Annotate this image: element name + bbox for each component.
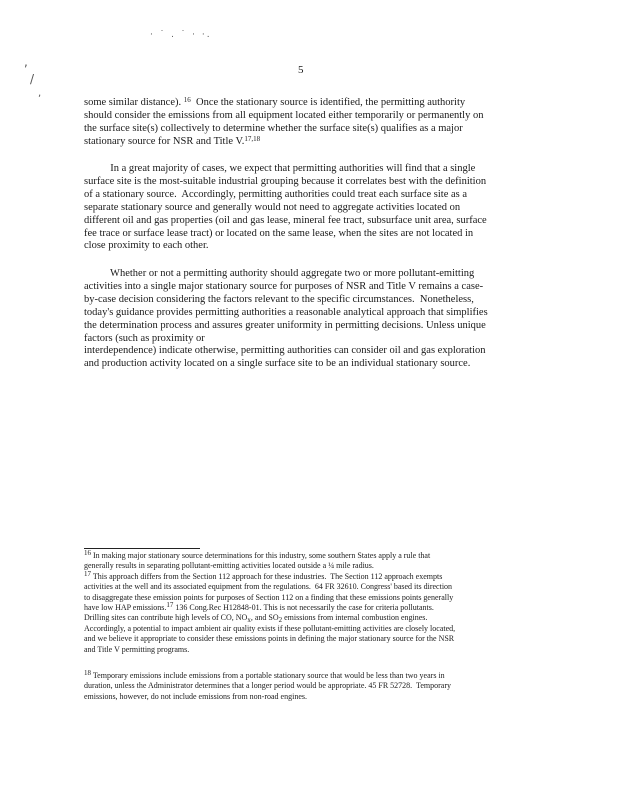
text-line: [84, 671, 524, 681]
text-run: by-case decision considering the factors relevant to the specific circumstances. Nonetheless,: [84, 293, 474, 305]
text-run: Temporary emissions include emissions from a portable stationary source that would be less than two years in: [91, 671, 445, 680]
footnote-block: [84, 551, 524, 655]
subscript: 2: [278, 616, 283, 625]
text-run: close proximity to each other.: [84, 240, 209, 252]
text-line: [84, 634, 524, 644]
text-run: This approach differs from the Section 112 approach for these industries. The Section 112 approach exempts: [91, 571, 443, 581]
text-run: Drilling sites can contribute high levels of CO, NO: [84, 613, 248, 623]
text-run: different oil and gas properties (oil and gas lease, mineral fee tract, subsurface unit area, surface: [84, 214, 487, 226]
text-line: [84, 551, 524, 561]
text-line: [84, 189, 522, 202]
footnote-block: [84, 671, 524, 702]
text-run: today's guidance provides permitting authorities a reasonable analytical approach that simplifies: [84, 306, 488, 318]
text-line: [84, 593, 524, 603]
text-run: factors (such as proximity or: [84, 332, 205, 344]
footnote-ref: 17: [166, 601, 174, 610]
text-run: In making major stationary source determinations for this industry, some southern States apply a rule that: [91, 551, 431, 560]
text-line: [84, 110, 522, 123]
text-line: [84, 692, 524, 702]
scan-artifact: ,: [24, 55, 28, 69]
text-run: and we believe it appropriate to consider these emissions points in defining the major stationary source for the NSR: [84, 634, 455, 644]
text-run: , and SO: [250, 613, 279, 623]
text-line: [84, 333, 522, 346]
text-line: [84, 97, 522, 110]
text-line: [84, 268, 522, 281]
text-run: duration, unless the Administrator determines that a longer period would be appropriate. 45 FR 52728. Temporary: [84, 681, 451, 691]
text-run: should consider the emissions from all equipment located either temporarily or permanently on: [84, 109, 484, 121]
text-run: activities at the well and its associated equipment from the regulations. 64 FR 32610. Congress' based its direction: [84, 582, 453, 592]
text-run: Whether or not a permitting authority should aggregate two or more pollutant-emitting: [84, 268, 475, 279]
text-line: [84, 561, 524, 571]
footnote-ref: 18: [84, 669, 91, 677]
text-run: to disaggregate these emission points for purposes of Section 112 on a finding that these emissions points generally: [84, 592, 454, 602]
text-run: interdependence) indicate otherwise, permitting authorities can consider oil and gas exploration: [84, 345, 486, 357]
text-run: the determination process and assures greater uniformity in permitting decisions. Unless unique: [84, 319, 486, 331]
footnote-ref: 17: [84, 569, 91, 578]
text-line: [84, 307, 522, 320]
text-run: and Title V permitting programs.: [84, 644, 190, 654]
text-line: [84, 281, 522, 294]
text-line: [84, 358, 522, 371]
text-line: [84, 228, 522, 241]
scan-artifact: /: [30, 72, 35, 86]
text-line: [84, 569, 524, 582]
text-run: generally results in separating pollutant-emitting activities located outside a ¼ mile radius.: [84, 561, 374, 571]
text-line: [84, 136, 522, 149]
text-line: [84, 294, 522, 307]
text-run: In a great majority of cases, we expect that permitting authorities will find that a single: [84, 163, 476, 174]
scan-artifact: · ˙ . ˙ · ·.: [150, 30, 212, 40]
text-line: [84, 163, 522, 176]
text-line: [84, 176, 522, 189]
footnote-ref: 17,18: [244, 134, 261, 143]
text-run: emissions from internal combustion engines.: [282, 613, 428, 623]
scan-artifact: ,: [38, 88, 42, 99]
text-run: stationary source for NSR and Title V.: [84, 135, 245, 147]
text-line: [84, 202, 522, 215]
text-line: [84, 320, 522, 333]
text-line: [84, 603, 524, 613]
text-run: separate stationary source and generally would not need to aggregate activities located on: [84, 201, 461, 213]
text-run: and production activity located on a single surface site to be an individual stationary source.: [84, 358, 471, 370]
text-line: [84, 645, 524, 655]
text-line: [84, 123, 522, 136]
page-number: 5: [298, 64, 304, 76]
text-line: [84, 613, 524, 623]
text-run: the surface site(s) collectively to determine whether the surface site(s) qualifies as a major: [84, 122, 463, 134]
body-paragraph: [84, 163, 522, 253]
body-paragraph: [84, 268, 522, 371]
text-run: some similar distance).: [84, 97, 184, 108]
text-run: emissions, however, do not include emissions from non-road engines.: [84, 691, 307, 701]
footnote-ref: 16: [183, 96, 191, 104]
text-line: [84, 681, 524, 691]
text-line: [84, 624, 524, 634]
text-run: Accordingly, a potential to impact ambient air quality exists if these pollutant-emitting activities are closely located,: [84, 623, 456, 633]
text-run: fee trace or surface lease tract) or located on the same lease, when the sites are not located in: [84, 227, 474, 239]
text-line: [84, 345, 522, 358]
text-line: [84, 215, 522, 228]
text-run: surface site is the most-suitable industrial grouping because it correlates best with the definition: [84, 175, 487, 187]
text-line: [84, 240, 522, 253]
text-line: [84, 582, 524, 592]
text-run: 136 Cong.Rec H12848-01. This is not necessarily the case for criteria pollutants.: [173, 603, 434, 613]
footnote-ref: 16: [84, 549, 91, 557]
text-run: have low HAP emissions.: [84, 603, 167, 613]
subscript: x: [247, 616, 251, 625]
text-run: of a stationary source. Accordingly, permitting authorities could treat each surface site as a: [84, 188, 468, 200]
text-run: activities into a single major stationary source for purposes of NSR and Title V remains a case-: [84, 280, 484, 292]
text-run: Once the stationary source is identified, the permitting authority: [190, 97, 466, 108]
body-paragraph: [84, 97, 522, 149]
footnote-divider: [84, 548, 200, 549]
